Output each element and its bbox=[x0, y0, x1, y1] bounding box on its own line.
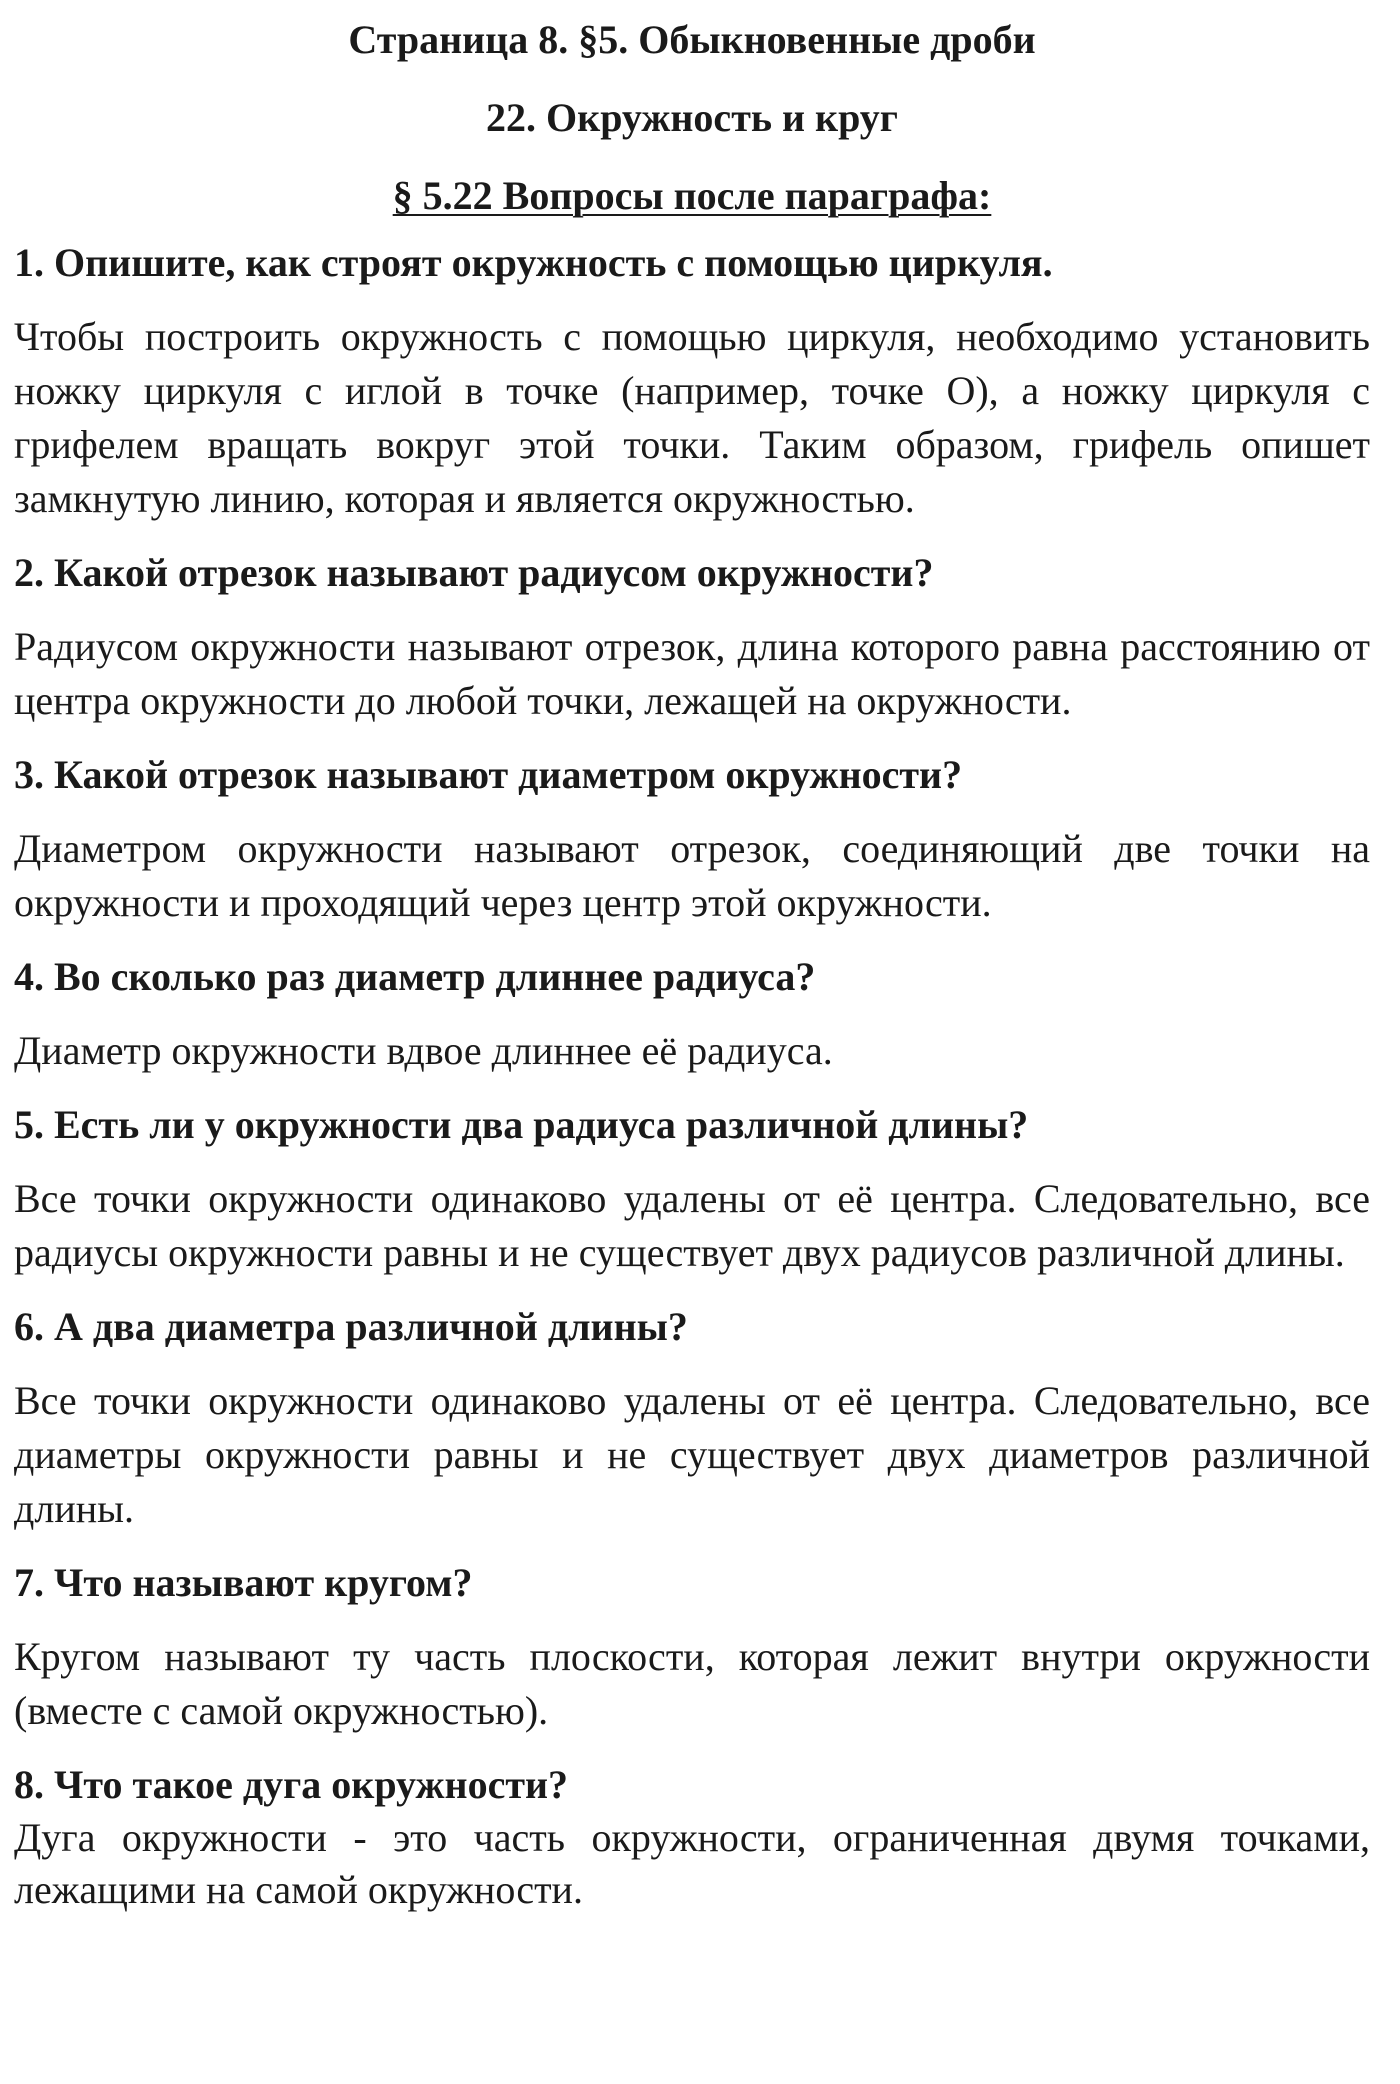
subsection-title: § 5.22 Вопросы после параграфа: bbox=[392, 173, 992, 218]
qa-item-3 bbox=[14, 748, 1370, 930]
answer-text: Радиусом окружности называют отрезок, длина которого равна расстоянию от центра окружности до любой точки, лежащей на окружности. bbox=[14, 624, 1370, 723]
question-text: 3. Какой отрезок называют диаметром окружности? bbox=[14, 752, 963, 797]
qa-item-5 bbox=[14, 1098, 1370, 1280]
answer-text: Чтобы построить окружность с помощью циркуля, необходимо установить ножку циркуля с иглой в точке (например, точке О), а ножку циркуля с грифелем вращать вокруг этой точки. Таким образом, грифель опишет замкнутую линию, которая и является окружностью. bbox=[14, 314, 1370, 521]
answer-text: Дуга окружности - это часть окружности, ограниченная двумя точками, лежащими на самой окружности. bbox=[14, 1815, 1370, 1912]
answer-text: Все точки окружности одинаково удалены от её центра. Следовательно, все радиусы окружности равны и не существует двух радиусов различной длины. bbox=[14, 1176, 1370, 1275]
question-text: 4. Во сколько раз диаметр длиннее радиуса? bbox=[14, 954, 816, 999]
qa-item-4 bbox=[14, 950, 1370, 1078]
page-title: Страница 8. §5. Обыкновенные дроби bbox=[348, 17, 1036, 62]
question-text: 7. Что называют кругом? bbox=[14, 1560, 473, 1605]
section-title: 22. Окружность и круг bbox=[486, 95, 898, 140]
answer-text: Диаметром окружности называют отрезок, соединяющий две точки на окружности и проходящий через центр этой окружности. bbox=[14, 826, 1370, 925]
answer-text: Кругом называют ту часть плоскости, которая лежит внутри окружности (вместе с самой окружностью). bbox=[14, 1634, 1370, 1733]
qa-item-8 bbox=[14, 1758, 1370, 1916]
question-text: 1. Опишите, как строят окружность с помощью циркуля. bbox=[14, 240, 1053, 285]
question-text: 8. Что такое дуга окружности? bbox=[14, 1762, 569, 1807]
qa-item-1 bbox=[14, 236, 1370, 526]
question-text: 2. Какой отрезок называют радиусом окружности? bbox=[14, 550, 934, 595]
qa-item-2 bbox=[14, 546, 1370, 728]
question-text: 6. А два диаметра различной длины? bbox=[14, 1304, 688, 1349]
answer-text: Диаметр окружности вдвое длиннее её радиуса. bbox=[14, 1028, 833, 1073]
qa-item-7 bbox=[14, 1556, 1370, 1738]
questions-list bbox=[14, 236, 1370, 1916]
qa-item-6 bbox=[14, 1300, 1370, 1536]
answer-text: Все точки окружности одинаково удалены от её центра. Следовательно, все диаметры окружности равны и не существует двух диаметров различной длины. bbox=[14, 1378, 1370, 1531]
question-text: 5. Есть ли у окружности два радиуса различной длины? bbox=[14, 1102, 1029, 1147]
